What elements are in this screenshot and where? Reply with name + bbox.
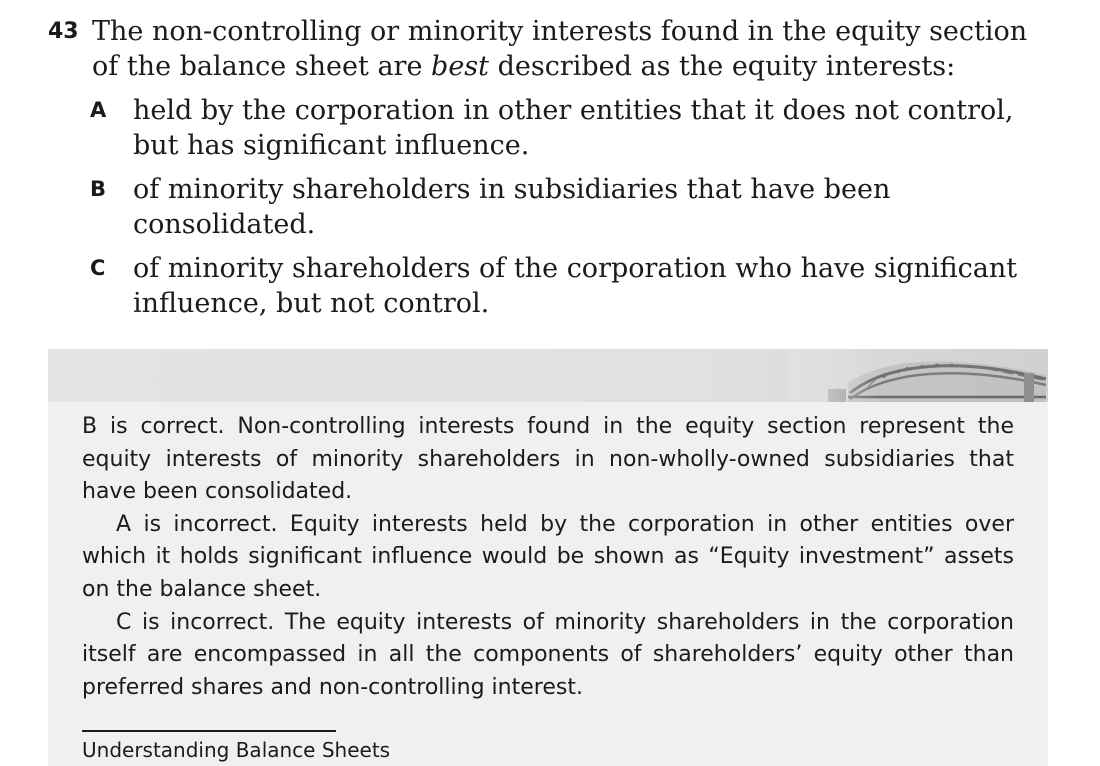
option-text: of minority shareholders in subsidiaries that have been consolidated. [133, 174, 891, 240]
stem-text-end: described as the equity interests: [489, 51, 956, 82]
question-stem [92, 16, 1027, 82]
option-c [48, 251, 1058, 321]
explanation-option-c: C is incorrect. The equity interests of minority shareholders in the corporation itself are encompassed in all the components of shareholders’ equity other than preferred shares and non-controlling interest. [82, 609, 1014, 700]
explanation-option-a: A is incorrect. Equity interests held by the corporation in other entities over which it holds significant influence would be shown as “Equity investment” assets on the balance sheet. [82, 511, 1014, 602]
answer-header-band [48, 349, 1048, 402]
option-letter: C [90, 256, 106, 280]
stem-emphasis: best [431, 51, 489, 82]
stem-text-start: The non-controlling or minority interests found in the equity section of the balance sheet are [92, 16, 1028, 82]
option-letter: B [90, 177, 107, 201]
question-block [48, 14, 1058, 321]
option-text: of minority shareholders of the corporation who have significant influence, but not control. [133, 253, 1018, 319]
question-stem-row [48, 14, 1058, 84]
bridge-illustration [788, 349, 1048, 402]
option-b [48, 172, 1058, 242]
explanation-correct: B is correct. Non-controlling interests found in the equity section represent the equity interests of minority shareholders in non-wholly-owned subsidiaries that have been consolidated. [82, 414, 1014, 505]
option-a [48, 93, 1058, 163]
option-letter: A [90, 98, 107, 122]
option-text: held by the corporation in other entities that it does not control, but has significant influence. [133, 95, 1014, 161]
answer-panel [48, 349, 1048, 766]
reference-label: Understanding Balance Sheets [82, 738, 391, 762]
answer-explanation [82, 411, 1014, 704]
question-number: 43 [48, 19, 79, 44]
reference-divider [82, 730, 336, 732]
